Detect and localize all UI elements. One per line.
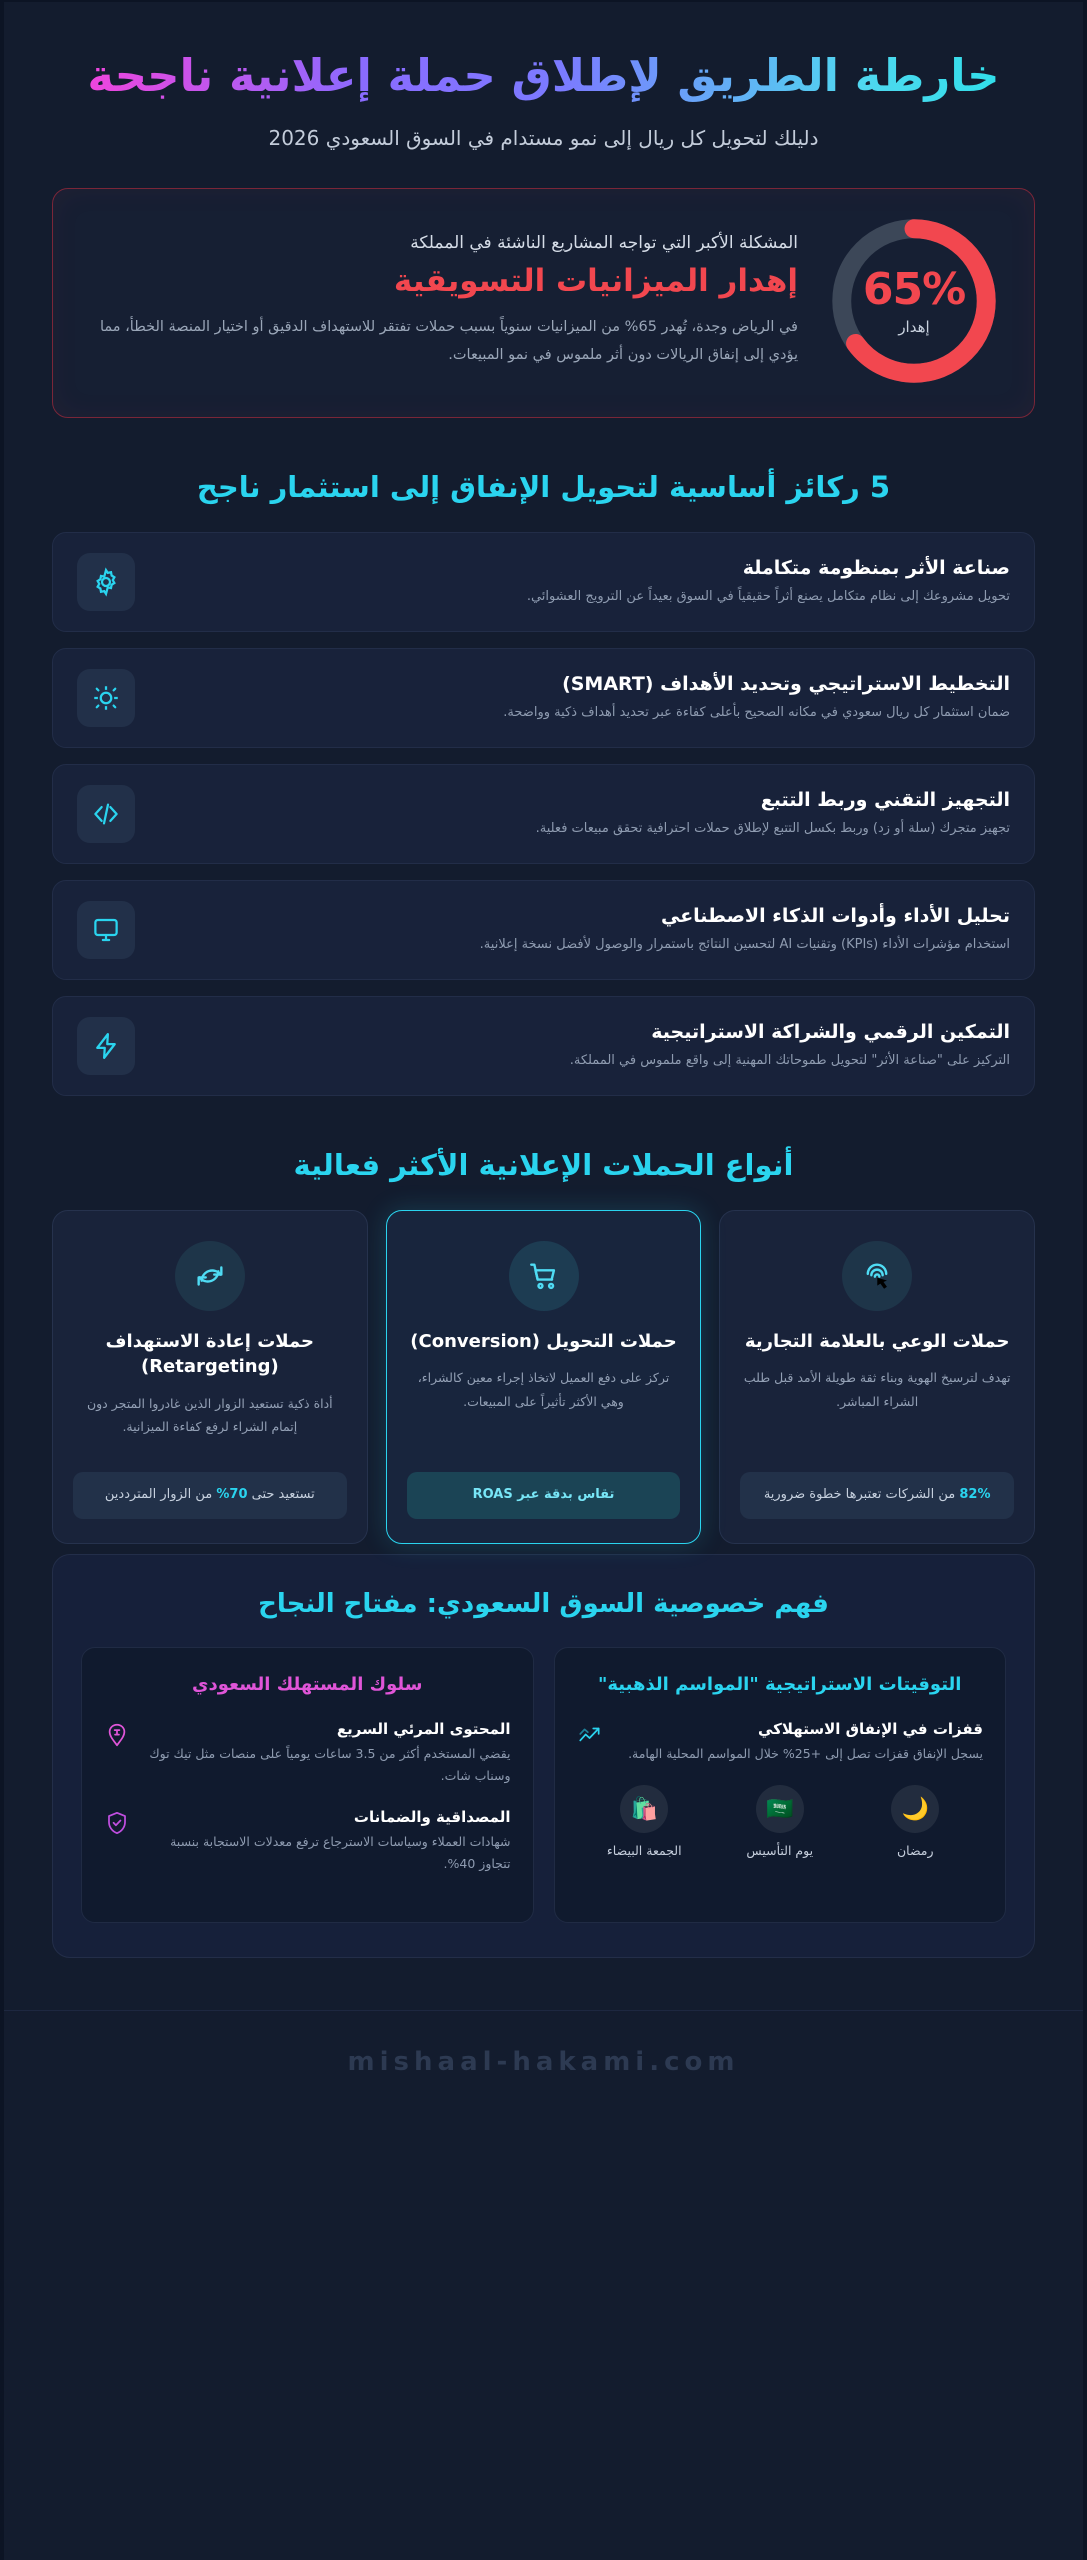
consumer-column — [81, 1647, 534, 1923]
campaign-desc: أداة ذكية تستعيد الزوار الذين غادروا المتجر دون إتمام الشراء لرفع كفاءة الميزانية. — [86, 1395, 333, 1434]
market-item-desc: يقضي المستخدم أكثر من 3.5 ساعات يومياً على منصات مثل تيك توك وسناب شات. — [149, 1745, 511, 1784]
market-box — [52, 1554, 1035, 1958]
pillar-title: صناعة الأثر بمنظومة متكاملة — [742, 556, 1010, 579]
pillar-card[interactable] — [52, 764, 1035, 864]
market-item-title: المصداقية والضمانات — [353, 1807, 511, 1826]
campaign-desc: تركز على دفع العميل لاتخاذ إجراء معين كالشراء، وهي الأكثر تأثيراً على المبيعات. — [417, 1370, 670, 1409]
market-item-desc: شهادات العملاء وسياسات الاسترجاع ترفع معدلات الاستجابة بنسبة تتجاوز 40%. — [170, 1833, 511, 1872]
campaign-title: حملات التحويل (Conversion) — [410, 1331, 677, 1353]
pillar-desc: ضمان استثمار كل ريال سعودي في مكانه الصحيح بأعلى كفاءة عبر تحديد أهداف ذكية وواضحة. — [503, 704, 1010, 720]
page-title: خارطة الطريق لإطلاق حملة إعلانية ناجحة — [44, 48, 1043, 104]
market-columns — [81, 1647, 1006, 1923]
pillar-desc: تجهيز متجرك (سلة أو زد) وربط بكسل التتبع لإطلاق حملات احترافية تحقق مبيعات فعلية. — [535, 820, 1010, 836]
campaign-stat-badge — [407, 1472, 681, 1519]
fingerprint-touch-icon — [842, 1241, 912, 1311]
donut-percent: 65% — [862, 263, 966, 315]
campaign-desc: تهدف لترسيخ الهوية وبناء ثقة طويلة الأمد قبل طلب الشراء المباشر. — [743, 1370, 1011, 1409]
pillar-desc: التركيز على "صناعة الأثر" لتحويل طموحاتك المهنية إلى واقع ملموس في المملكة. — [569, 1052, 1010, 1068]
campaign-title: حملات إعادة الاستهداف (Retargeting) — [105, 1331, 315, 1378]
timing-column-title: التوقيتات الاستراتيجية "المواسم الذهبية" — [598, 1673, 962, 1695]
page-subtitle: دليلك لتحويل كل ريال إلى نمو مستدام في السوق السعودي 2026 — [268, 126, 819, 151]
problem-card — [52, 188, 1035, 418]
infographic-page — [4, 2, 1083, 2560]
market-section-title: فهم خصوصية السوق السعودي: مفتاح النجاح — [258, 1588, 829, 1619]
problem-kicker: المشكلة الأكبر التي تواجه المشاريع الناشئة في المملكة — [410, 232, 798, 253]
market-item-title: المحتوى المرئي السريع — [336, 1719, 511, 1738]
campaigns-section-title: أنواع الحملات الإعلانية الأكثر فعالية — [293, 1148, 794, 1183]
target-crosshair-icon — [77, 669, 135, 727]
monitor-icon — [77, 901, 135, 959]
market-section — [4, 1554, 1083, 1958]
badge-suffix: تقاس بدقة عبر ROAS — [472, 1486, 615, 1502]
season-item — [577, 1785, 713, 1858]
shopping-bags-icon: 🛍️ — [620, 1785, 668, 1833]
pillar-desc: استخدام مؤشرات الأداء (KPIs) وتقنيات AI لتحسين النتائج باستمرار والوصول لأفضل نسخة إعلانية. — [479, 936, 1010, 952]
pillar-title: تحليل الأداء وأدوات الذكاء الاصطناعي — [660, 904, 1010, 927]
campaign-card[interactable] — [52, 1210, 368, 1543]
campaign-cards-list — [4, 1210, 1083, 1543]
header — [4, 2, 1083, 150]
trend-up-icon — [577, 1722, 603, 1748]
pillars-list — [4, 532, 1083, 1096]
pillar-card[interactable] — [52, 532, 1035, 632]
problem-headline: إهدار الميزانيات التسويقية — [393, 262, 798, 299]
season-label: يوم التأسيس — [746, 1843, 814, 1859]
market-item-desc: يسجل الإنفاق قفزات تصل إلى +25% خلال المواسم المحلية الهامة. — [628, 1745, 983, 1761]
timing-items — [577, 1720, 984, 1766]
gear-icon — [77, 553, 135, 611]
badge-prefix: تستعيد حتى — [247, 1486, 315, 1502]
pillar-text — [157, 557, 1010, 608]
pillar-title: التجهيز التقني وربط التتبع — [760, 788, 1010, 811]
footer — [4, 2010, 1083, 2111]
pillar-text — [157, 789, 1010, 840]
lightning-bolt-icon — [77, 1017, 135, 1075]
code-brackets-icon — [77, 785, 135, 843]
pillar-text — [157, 905, 1010, 956]
pillar-card[interactable] — [52, 648, 1035, 748]
consumer-items — [104, 1720, 511, 1876]
problem-section — [4, 150, 1083, 418]
market-item — [104, 1720, 511, 1788]
waste-donut-chart — [828, 215, 1000, 387]
pillar-text — [157, 1021, 1010, 1072]
market-item — [577, 1720, 984, 1766]
donut-label: إهدار — [898, 317, 930, 336]
pillar-title: التمكين الرقمي والشراكة الاستراتيجية — [651, 1020, 1010, 1043]
shield-check-icon — [104, 1810, 130, 1836]
pillar-card[interactable] — [52, 880, 1035, 980]
season-label: رمضان — [896, 1843, 934, 1859]
campaign-stat-badge — [73, 1472, 347, 1519]
problem-body: في الرياض وجدة، تُهدر 65% من الميزانيات سنوياً بسبب حملات تفتقر للاستهداف الدقيق أو اختيار المنصة الخطأ، مما يؤدي إلى إنفاق الريالات دون أثر ملموس في نمو المبيعات. — [99, 319, 798, 364]
pillar-title: التخطيط الاستراتيجي وتحديد الأهداف (SMART) — [562, 672, 1010, 695]
pillar-card[interactable] — [52, 996, 1035, 1096]
market-item-title: قفزات في الإنفاق الاستهلاكي — [758, 1719, 983, 1738]
season-item — [712, 1785, 848, 1858]
market-item-text — [143, 1808, 511, 1876]
pillar-desc: تحويل مشروعك إلى نظام متكامل يصنع أثراً حقيقياً في السوق بعيداً عن الترويج العشوائي. — [526, 588, 1010, 604]
campaign-card[interactable] — [719, 1210, 1035, 1543]
market-item — [104, 1808, 511, 1876]
market-item-text — [143, 1720, 511, 1788]
campaign-stat-badge — [740, 1472, 1014, 1519]
mobile-video-icon — [104, 1722, 130, 1748]
badge-suffix: من الزوار المترددين — [104, 1486, 213, 1502]
retarget-refresh-icon — [175, 1241, 245, 1311]
campaign-card[interactable] — [386, 1210, 702, 1543]
pillar-text — [157, 673, 1010, 724]
badge-value: 82% — [959, 1486, 991, 1502]
footer-site: mishaal-hakami.com — [347, 2046, 740, 2077]
seasons-list — [577, 1785, 984, 1858]
problem-text-block — [87, 233, 798, 370]
pillars-section-title: 5 ركائز أساسية لتحويل الإنفاق إلى استثمار ناجح — [196, 470, 891, 505]
timing-column — [554, 1647, 1007, 1923]
shopping-cart-icon — [509, 1241, 579, 1311]
badge-value: 70% — [216, 1486, 248, 1502]
market-item-text — [616, 1720, 984, 1766]
crescent-moon-icon: 🌙 — [891, 1785, 939, 1833]
consumer-column-title: سلوك المستهلك السعودي — [192, 1673, 423, 1695]
season-label: الجمعة البيضاء — [606, 1843, 682, 1859]
season-item — [848, 1785, 984, 1858]
saudi-flag-icon: 🇸🇦 — [756, 1785, 804, 1833]
badge-suffix: من الشركات تعتبرها خطوة ضرورية — [763, 1486, 956, 1502]
campaign-title: حملات الوعي بالعلامة التجارية — [744, 1331, 1010, 1353]
donut-center-label — [862, 263, 966, 336]
